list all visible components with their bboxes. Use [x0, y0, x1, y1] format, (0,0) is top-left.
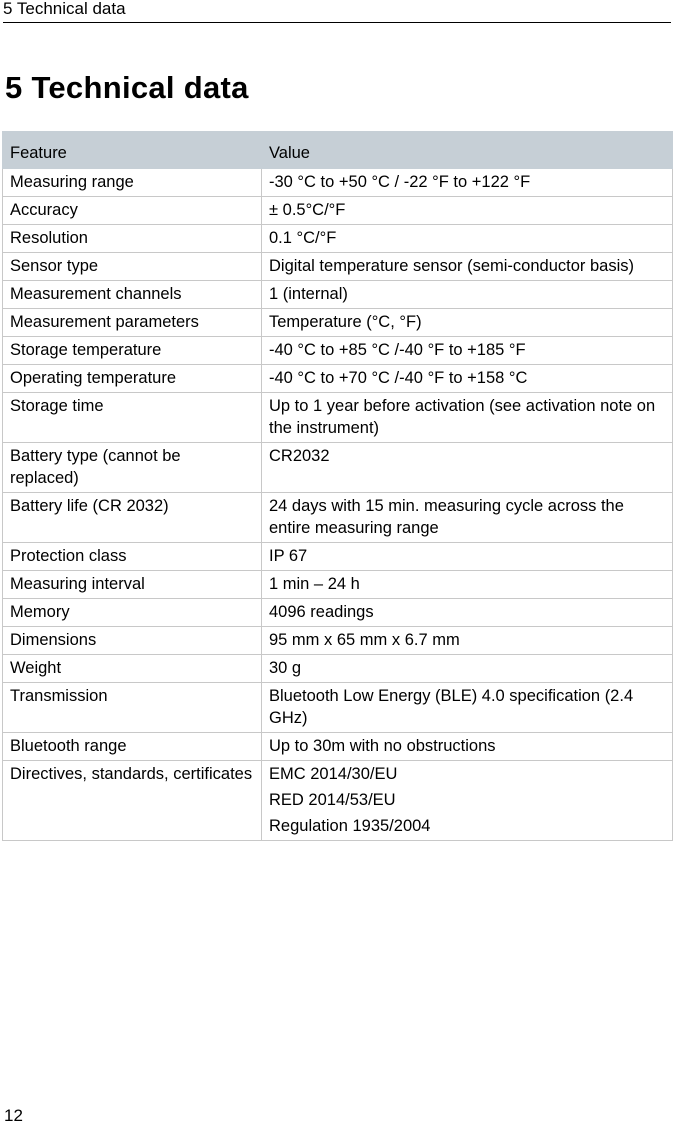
- value-line: Up to 1 year before activation (see activation note on the instrument): [269, 397, 656, 437]
- column-header-feature: Feature: [3, 132, 262, 169]
- feature-cell: Battery type (cannot be replaced): [3, 443, 262, 493]
- table-row: [3, 543, 673, 571]
- value-line: 4096 readings: [269, 603, 374, 621]
- feature-cell: Measurement parameters: [3, 309, 262, 337]
- value-line: 1 (internal): [269, 285, 348, 303]
- table-row: [3, 309, 673, 337]
- table-row: [3, 655, 673, 683]
- value-cell: [262, 493, 673, 543]
- value-cell: [262, 733, 673, 761]
- table-row: [3, 599, 673, 627]
- value-line: EMC 2014/30/EU: [269, 765, 398, 783]
- feature-cell: Operating temperature: [3, 365, 262, 393]
- table-body: [3, 169, 673, 841]
- value-cell: [262, 655, 673, 683]
- value-line: 24 days with 15 min. measuring cycle across the entire measuring range: [269, 497, 624, 537]
- feature-cell: Bluetooth range: [3, 733, 262, 761]
- value-line: Regulation 1935/2004: [269, 817, 431, 835]
- table-row: [3, 493, 673, 543]
- feature-cell: Measuring interval: [3, 571, 262, 599]
- feature-cell: Protection class: [3, 543, 262, 571]
- value-line: 0.1 °C/°F: [269, 229, 337, 247]
- table-row: [3, 281, 673, 309]
- feature-cell: Measurement channels: [3, 281, 262, 309]
- value-line: Bluetooth Low Energy (BLE) 4.0 specification (2.4 GHz): [269, 687, 634, 727]
- table-row: [3, 627, 673, 655]
- value-line: Temperature (°C, °F): [269, 313, 422, 331]
- value-line: 30 g: [269, 659, 302, 677]
- value-line: 95 mm x 65 mm x 6.7 mm: [269, 631, 460, 649]
- feature-cell: Memory: [3, 599, 262, 627]
- value-cell: [262, 169, 673, 197]
- table-row: [3, 253, 673, 281]
- column-header-value: Value: [262, 132, 673, 169]
- value-line: -30 °C to +50 °C / -22 °F to +122 °F: [269, 173, 531, 191]
- table-row: [3, 571, 673, 599]
- value-line: RED 2014/53/EU: [269, 791, 396, 809]
- feature-cell: Accuracy: [3, 197, 262, 225]
- page-number: 12: [4, 1106, 23, 1125]
- table-row: [3, 443, 673, 493]
- page-title: 5 Technical data: [5, 70, 249, 105]
- running-header: [3, 0, 671, 23]
- feature-cell: Transmission: [3, 683, 262, 733]
- value-line: Digital temperature sensor (semi-conductor basis): [269, 257, 634, 275]
- value-cell: [262, 225, 673, 253]
- table-row: [3, 393, 673, 443]
- value-cell: [262, 543, 673, 571]
- value-cell: [262, 337, 673, 365]
- value-cell: [262, 443, 673, 493]
- table-row: [3, 733, 673, 761]
- value-line: -40 °C to +70 °C /-40 °F to +158 °C: [269, 369, 528, 387]
- feature-cell: Sensor type: [3, 253, 262, 281]
- value-cell: [262, 599, 673, 627]
- table-row: [3, 365, 673, 393]
- feature-cell: Measuring range: [3, 169, 262, 197]
- table-header-row: [3, 132, 673, 169]
- value-cell: [262, 571, 673, 599]
- technical-data-table: [2, 131, 673, 841]
- value-line: 1 min – 24 h: [269, 575, 360, 593]
- value-cell: [262, 309, 673, 337]
- table-row: [3, 197, 673, 225]
- table-row: [3, 225, 673, 253]
- table-row: [3, 337, 673, 365]
- table-row: [3, 169, 673, 197]
- value-cell: [262, 393, 673, 443]
- feature-cell: Storage time: [3, 393, 262, 443]
- feature-cell: Storage temperature: [3, 337, 262, 365]
- feature-cell: Directives, standards, certificates: [3, 761, 262, 841]
- feature-cell: Resolution: [3, 225, 262, 253]
- value-cell: [262, 365, 673, 393]
- value-cell: [262, 253, 673, 281]
- value-line: CR2032: [269, 447, 330, 465]
- value-line: Up to 30m with no obstructions: [269, 737, 496, 755]
- table-row: [3, 761, 673, 841]
- value-line: IP 67: [269, 547, 308, 565]
- table-row: [3, 683, 673, 733]
- value-cell: [262, 683, 673, 733]
- value-line: -40 °C to +85 °C /-40 °F to +185 °F: [269, 341, 526, 359]
- running-header-title: 5 Technical data: [3, 0, 126, 18]
- value-cell: [262, 761, 673, 841]
- value-cell: [262, 197, 673, 225]
- feature-cell: Dimensions: [3, 627, 262, 655]
- value-line: ± 0.5°C/°F: [269, 201, 346, 219]
- value-cell: [262, 627, 673, 655]
- feature-cell: Battery life (CR 2032): [3, 493, 262, 543]
- value-cell: [262, 281, 673, 309]
- feature-cell: Weight: [3, 655, 262, 683]
